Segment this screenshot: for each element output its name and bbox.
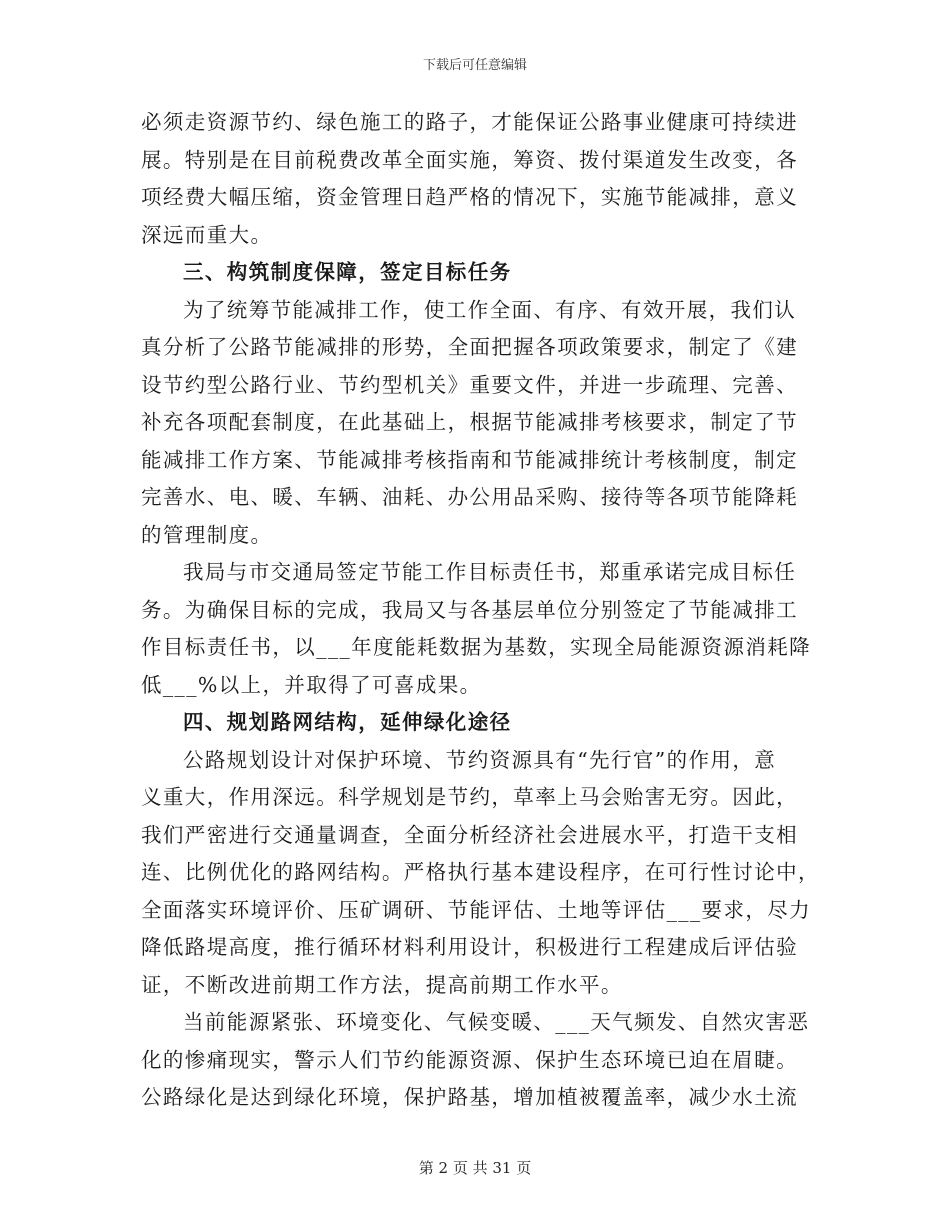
section-heading: 四、规划路网结构，延伸绿化途径 — [183, 710, 512, 734]
paragraph-line: 我们严密进行交通量调查，全面分析经济社会进展水平，打造干支相 — [141, 822, 798, 847]
page-header: 下载后可任意编辑 — [422, 58, 527, 73]
paragraph-line: 深远而重大。 — [141, 222, 273, 247]
page-number-footer: 第 2 页 共 31 页 — [418, 1159, 532, 1177]
paragraph-line: 化的惨痛现实，警示人们节约能源资源、保护生态环境已迫在眉睫。 — [141, 1047, 798, 1072]
paragraph-line: 展。特别是在目前税费改革全面实施，筹资、拨付渠道发生改变，各 — [141, 147, 798, 172]
paragraph-line: 项经费大幅压缩，资金管理日趋严格的情况下，实施节能减排，意义 — [141, 185, 798, 209]
paragraph-line: 公路绿化是达到绿化环境，保护路基，增加植被覆盖率，减少水土流 — [141, 1085, 798, 1109]
paragraph-line: 作目标责任书，以___年度能耗数据为基数，实现全局能源资源消耗降 — [141, 635, 812, 659]
paragraph-line: 的管理制度。 — [141, 522, 273, 547]
document-body — [141, 104, 820, 1117]
paragraph-line: 真分析了公路节能减排的形势，全面把握各项政策要求，制定了《建 — [141, 335, 798, 359]
paragraph-line: 公路规划设计对保护环境、节约资源具有“先行官”的作用，意 — [183, 747, 777, 772]
paragraph-line: 补充各项配套制度，在此基础上，根据节能减排考核要求，制定了节 — [141, 410, 798, 434]
paragraph-line: 设节约型公路行业、节约型机关》重要文件，并进一步疏理、完善、 — [141, 372, 798, 397]
paragraph-line: 务。为确保目标的完成，我局又与各基层单位分别签定了节能减排工 — [141, 597, 798, 622]
paragraph-line: 降低路堤高度，推行循环材料利用设计，积极进行工程建成后评估验 — [141, 935, 798, 959]
paragraph-line: 连、比例优化的路网结构。严格执行基本建设程序，在可行性讨论中， — [141, 860, 820, 884]
paragraph-line: 完善水、电、暖、车辆、油耗、办公用品采购、接待等各项节能降耗 — [141, 485, 798, 509]
paragraph-line: 必须走资源节约、绿色施工的路子，才能保证公路事业健康可持续进 — [141, 110, 798, 134]
paragraph-line: 全面落实环境评价、压矿调研、节能评估、土地等评估___要求，尽力 — [141, 897, 812, 922]
paragraph-line: 当前能源紧张、环境变化、气候变暖、___天气频发、自然灾害恶 — [183, 1010, 810, 1034]
paragraph-line: 证，不断改进前期工作方法，提高前期工作水平。 — [141, 972, 623, 997]
paragraph-line: 为了统筹节能减排工作，使工作全面、有序、有效开展，我们认 — [183, 297, 797, 322]
paragraph-line: 低___%以上，并取得了可喜成果。 — [141, 672, 482, 697]
section-heading: 三、构筑制度保障，签定目标任务 — [183, 260, 512, 284]
paragraph-line: 我局与市交通局签定节能工作目标责任书，郑重承诺完成目标任 — [183, 560, 797, 584]
paragraph-line: 能减排工作方案、节能减排考核指南和节能减排统计考核制度，制定 — [141, 447, 798, 472]
paragraph-line: 义重大，作用深远。科学规划是节约，草率上马会贻害无穷。因此， — [141, 785, 798, 809]
